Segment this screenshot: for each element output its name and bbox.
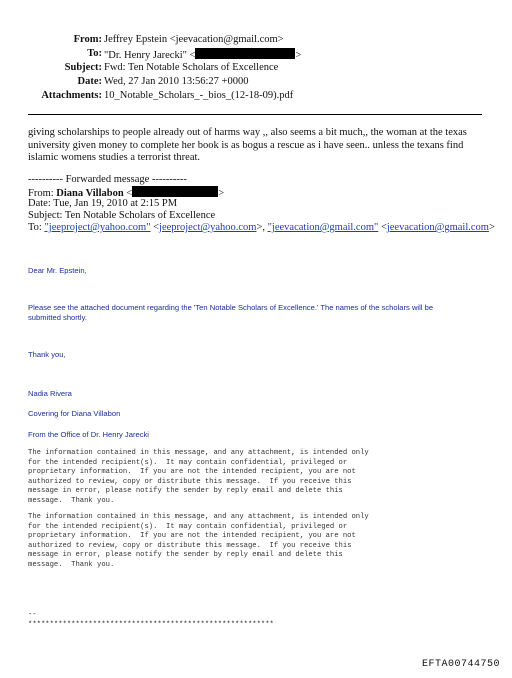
- email-link[interactable]: jeevacation@gmail.com: [386, 222, 489, 233]
- header-attachments-label: Attachments:: [41, 90, 102, 101]
- email-link[interactable]: "jeeproject@yahoo.com": [44, 222, 151, 233]
- message-line-1: Please see the attached document regarding the 'Ten Notable Scholars of Excellence.' The names of the scholars will be: [28, 303, 434, 312]
- redaction-box: [132, 186, 218, 197]
- forward-to-sep: <: [150, 222, 160, 233]
- disclaimer-block-1: The information contained in this message, and any attachment, is intended only for the intended recipient(s). It may contain confidential, privileged or proprietary information. If you are not the intended recipient, you are not authorized to review, copy or distribute this message. If you receive this message in error, please notify the sender by reply email and delete this message. Thank you.: [28, 449, 369, 505]
- body-paragraph: giving scholarships to people already out of harms way ,, also seems a bit much,, the woman at the texas university given money to complete her book is as bogus a rescue as i have seen.. unless the texans find islamic womens studies a terrorist threat.: [28, 127, 467, 163]
- redaction-box: [195, 48, 295, 59]
- bates-number: EFTA00744750: [421, 659, 500, 670]
- header-subject-value: Fwd: Ten Notable Scholars of Excellence: [104, 62, 279, 73]
- forward-to-prefix: To:: [28, 222, 45, 233]
- header-to-label: To:: [87, 48, 102, 59]
- signature-role: Covering for Diana Villabon: [28, 409, 121, 418]
- forward-subject-line: Subject: Ten Notable Scholars of Excellence: [28, 210, 216, 221]
- header-date-value: Wed, 27 Jan 2010 13:56:27 +0000: [104, 76, 249, 87]
- header-subject-row: [0, 62, 512, 77]
- forward-to-sep: <: [378, 222, 387, 233]
- forward-date-line: Date: Tue, Jan 19, 2010 at 2:15 PM: [28, 198, 178, 209]
- header-divider: [28, 114, 482, 115]
- forward-to-line: [28, 222, 495, 235]
- header-attachments-value: 10_Notable_Scholars_-_bios_(12-18-09).pdf: [104, 90, 294, 101]
- header-to-value-wrap: [104, 48, 301, 61]
- header-subject-label: Subject:: [64, 62, 102, 73]
- forward-from-close: >: [218, 188, 225, 199]
- header-from-row: [0, 34, 512, 49]
- message-thanks: Thank you,: [28, 350, 66, 359]
- forward-from-label: From:: [28, 188, 57, 199]
- header-attachments-row: [0, 90, 512, 105]
- forward-separator: ---------- Forwarded message ----------: [28, 174, 187, 185]
- signature-office: From the Office of Dr. Henry Jarecki: [28, 430, 149, 439]
- header-from-value: Jeffrey Epstein <jeevacation@gmail.com>: [104, 34, 284, 45]
- footer-stars: *********************************************************: [28, 621, 274, 629]
- email-link[interactable]: "jeevacation@gmail.com": [267, 222, 379, 233]
- forward-to-sep: >,: [256, 222, 268, 233]
- disclaimer-block-2: The information contained in this message, and any attachment, is intended only for the intended recipient(s). It may contain confidential, privileged or proprietary information. If you are not the intended recipient, you are not authorized to review, copy or distribute this message. If you receive this message in error, please notify the sender by reply email and delete this message. Thank you.: [28, 513, 369, 569]
- forward-from-name: Diana Villabon: [56, 188, 124, 199]
- message-line-2: submitted shortly.: [28, 313, 87, 322]
- header-from-label: From:: [73, 34, 102, 45]
- forward-to-end: >: [488, 222, 495, 233]
- message-greeting: Dear Mr. Epstein,: [28, 266, 87, 275]
- header-date-row: [0, 76, 512, 91]
- footer-dashes: --: [28, 611, 37, 619]
- signature-name: Nadia Rivera: [28, 389, 72, 398]
- forward-from-open: <: [123, 188, 133, 199]
- header-date-label: Date:: [77, 76, 102, 87]
- header-to-row: [0, 48, 512, 63]
- header-to-value: "Dr. Henry Jarecki" <: [104, 50, 196, 61]
- header-to-suffix: >: [295, 50, 302, 61]
- email-link[interactable]: jeeproject@yahoo.com: [159, 222, 257, 233]
